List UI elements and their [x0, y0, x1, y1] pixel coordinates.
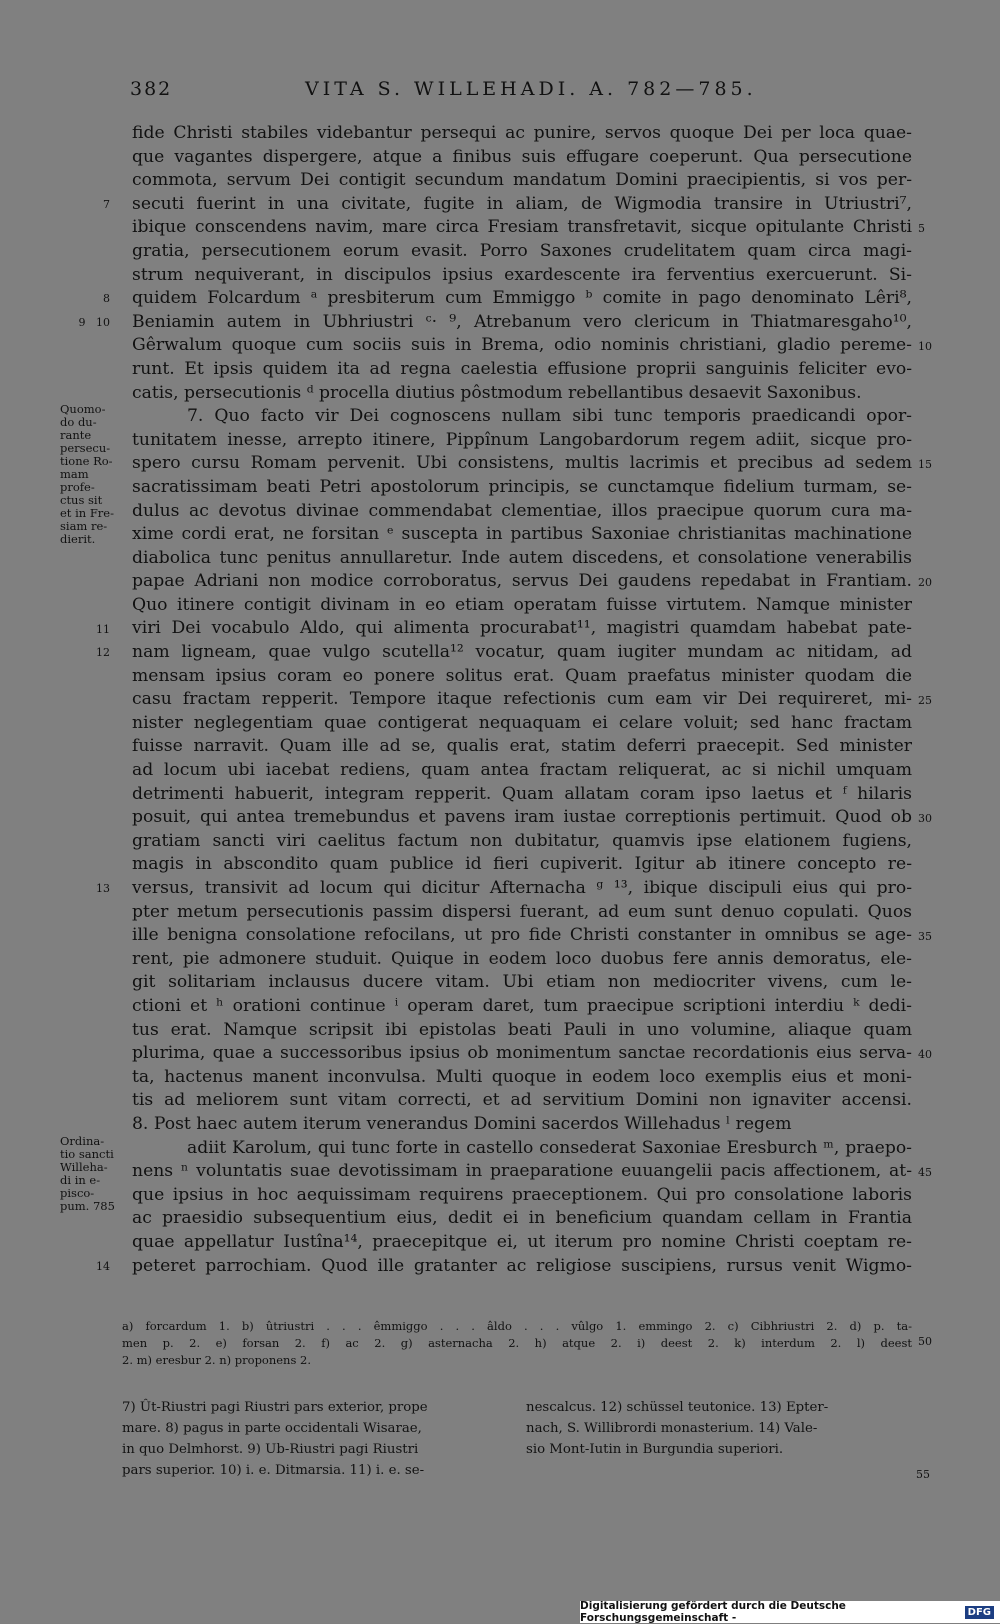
line-number: 10: [918, 340, 932, 354]
dfg-logo: DFG: [965, 1606, 994, 1619]
text-line: diabolica tunc penitus annullaretur. Inde autem discedens, et consolatione venerabilis: [132, 547, 912, 568]
text-line: Gêrwalum quoque cum sociis suis in Brema, odio nominis christiani, gladio pereme-: [132, 335, 912, 356]
text-line: quidem Folcardum ᵃ presbiterum cum Emmiggo ᵇ comite in pago denominato Lêri⁸,: [132, 288, 912, 309]
apparatus-line-number: 50: [918, 1335, 932, 1348]
text-line: secuti fuerint in una civitate, fugite in aliam, de Wigmodia transire in Utriustri⁷,: [132, 193, 912, 214]
footnote-line: nach, S. Willibrordi monasterium. 14) Vale-: [526, 1421, 818, 1436]
text-line: gratia, persecutionem eorum evasit. Porro Saxones crudelitatem quam circa magi-: [132, 240, 912, 261]
text-line: catis, persecutionis ᵈ procella diutius pôstmodum rebellantibus desaevit Saxonibus.: [132, 382, 862, 403]
main-text: [132, 122, 912, 1278]
sidenote-line: Ordina-: [60, 1133, 105, 1148]
text-line: ibique conscendens navim, mare circa Fresiam transfretavit, sicque opitulante Christi: [132, 217, 912, 238]
text-line: dulus ac devotus divinae commendabat clementiae, illos praecipue quorum cura ma-: [132, 500, 912, 521]
source-line-ref: 11: [96, 622, 110, 636]
running-title: VITA S. WILLEHADI. A. 782—785.: [305, 78, 757, 100]
sidenote-line: pum. 785: [60, 1198, 115, 1213]
text-line: pter metum persecutionis passim dispersi fuerant, ad eum sunt denuo copulati. Quos: [132, 901, 912, 922]
text-line: fide Christi stabiles videbantur persequi ac punire, servos quoque Dei per loca quae-: [132, 123, 912, 143]
text-line: Beniamin autem in Ubhriustri ᶜ· ⁹, Atrebanum vero clericum in Thiatmaresgaho¹⁰,: [132, 311, 912, 332]
text-line: Quo itinere contigit divinam in eo etiam operatam fuisse virtutem. Namque minister: [132, 594, 912, 615]
sidenote-line: Quomo-: [60, 402, 106, 417]
source-line-ref: 14: [96, 1259, 110, 1273]
text-line: que ipsius in hoc aequissimam requirens praeceptionem. Qui pro consolatione laboris: [132, 1184, 912, 1205]
apparatus-line: men p. 2. e) forsan 2. f) ac 2. g) asternacha 2. h) atque 2. i) deest 2. k) interdum 2. l) deest: [122, 1336, 912, 1350]
text-line: adiit Karolum, qui tunc forte in castello consederat Saxoniae Eresburch ᵐ, praepo-: [187, 1137, 912, 1158]
sidenote-line: mam: [60, 467, 89, 482]
sidenote-line: tione Ro-: [60, 454, 113, 469]
text-line: ta, hactenus manent inconvulsa. Multi quoque in eodem loco exemplis eius et moni-: [132, 1066, 912, 1087]
source-line-ref: 13: [96, 882, 110, 896]
sidenote-line: ctus sit: [60, 493, 103, 508]
line-number: 15: [918, 458, 932, 472]
text-line: plurima, quae a successoribus ipsius ob monimentum sanctae recordationis eius serva-: [132, 1043, 912, 1064]
footnote-line: sio Mont-Iutin in Burgundia superiori.: [526, 1442, 784, 1457]
line-number: 45: [918, 1166, 932, 1180]
text-line: detrimenti habuerit, integram repperit. Quam allatam coram ipso laetus et ᶠ hilaris: [132, 783, 912, 804]
sidenote-line: tio sancti: [60, 1146, 114, 1161]
sidenote: [60, 403, 124, 546]
line-number: 20: [918, 576, 932, 590]
text-line: quae appellatur Iustîna¹⁴, praecepitque ei, ut iterum pro nomine Christi coeptam re-: [132, 1231, 912, 1252]
text-line: tunitatem inesse, arrepto itinere, Pippînum Langobardorum regem adiit, sicque pro-: [132, 429, 912, 450]
text-line: papae Adriani non modice corroboratus, servus Dei gaudens repedabat in Frantiam.: [132, 571, 912, 592]
apparatus-line: 2. m) eresbur 2. n) proponens 2.: [122, 1353, 311, 1367]
text-line: ille benigna consolatione refocilans, ut pro fide Christi constanter in omnibus se age-: [132, 925, 912, 946]
text-line: strum nequiverant, in discipulos ipsius exardescente ira ferventius exercuerunt. Si-: [132, 264, 912, 285]
text-line: xime cordi erat, ne forsitan ᵉ suscepta in partibus Saxoniae christianitas machinatione: [132, 524, 912, 545]
text-line: ac praesidio subsequentium eius, dedit ei in beneficium quandam cellam in Frantia: [132, 1208, 912, 1229]
sidenote-line: do du-: [60, 415, 97, 430]
text-line: spero cursu Romam pervenit. Ubi consistens, multis lacrimis et precibus ad sedem: [132, 453, 912, 474]
text-line: viri Dei vocabulo Aldo, qui alimenta procurabat¹¹, magistri quamdam habebat pate-: [132, 618, 912, 639]
apparatus-line: a) forcardum 1. b) ûtriustri . . . êmmiggo . . . âldo . . . vûlgo 1. emmingo 2. c) Cibhriustri 2. d) p. ta-: [122, 1319, 912, 1333]
line-number: 5: [918, 222, 925, 236]
source-line-ref: 9 10: [78, 315, 110, 329]
text-line: que vagantes dispergere, atque a finibus suis effugare coeperunt. Qua persecutione: [132, 146, 912, 167]
line-number: 35: [918, 930, 932, 944]
sidenote-line: dierit.: [60, 532, 96, 547]
text-line: tus erat. Namque scripsit ibi epistolas beati Pauli in uno volumine, aliaque quam: [132, 1019, 912, 1040]
source-line-ref: 8: [103, 292, 110, 306]
footnote-line: 7) Ût-Riustri pagi Riustri pars exterior, prope: [122, 1400, 428, 1415]
text-line: sacratissimam beati Petri apostolorum principis, se cunctamque fidelium turmam, se-: [132, 476, 912, 497]
footnote-line: in quo Delmhorst. 9) Ub-Riustri pagi Riustri: [122, 1442, 419, 1457]
text-line: nens ⁿ voluntatis suae devotissimam in praeparatione euuangelii pacis affectionem, at-: [132, 1161, 912, 1182]
text-line: 7. Quo facto vir Dei cognoscens nullam sibi tunc temporis praedicandi opor-: [187, 406, 912, 427]
notes-line-number: 55: [916, 1468, 930, 1481]
footnote-line: mare. 8) pagus in parte occidentali Wisarae,: [122, 1421, 422, 1436]
sidenote-line: pisco-: [60, 1185, 95, 1200]
sidenote-line: di in e-: [60, 1172, 101, 1187]
sidenote-line: persecu-: [60, 441, 111, 456]
sidenote-line: Willeha-: [60, 1159, 108, 1174]
footnote-line: pars superior. 10) i. e. Ditmarsia. 11) i. e. se-: [122, 1463, 425, 1478]
line-number: 40: [918, 1048, 932, 1062]
sidenote-line: profe-: [60, 480, 95, 495]
footnotes-right-column: [526, 1397, 906, 1460]
footnote-line: nescalcus. 12) schüssel teutonice. 13) Epter-: [526, 1400, 829, 1415]
text-line: gratiam sancti viri caelitus factum non dubitatur, quamvis ipse elationem fugiens,: [132, 830, 912, 851]
footer-text: Digitalisierung gefördert durch die Deutsche Forschungsgemeinschaft -: [580, 1600, 846, 1624]
text-line: ctioni et ʰ orationi continue ⁱ operam daret, tum praecipue scriptioni interdiu ᵏ dedi-: [132, 995, 912, 1016]
text-line: nam ligneam, quae vulgo scutella¹² vocatur, quam iugiter mundam ac nitidam, ad: [132, 642, 912, 663]
text-line: commota, servum Dei contigit secundum mandatum Domini praecipientis, si vos per-: [132, 170, 912, 191]
sidenote-line: rante: [60, 428, 92, 443]
text-line: versus, transivit ad locum qui dicitur Afternacha ᵍ ¹³, ibique discipuli eius qui pro-: [132, 878, 912, 898]
text-line: nister neglegentiam quae contigerat nequaquam ei celare voluit; sed hanc fractam: [132, 712, 912, 733]
text-line: peteret parrochiam. Quod ille gratanter ac religiose suscipiens, rursus venit Wigmo-: [132, 1255, 912, 1276]
text-line: fuisse narravit. Quam ille ad se, qualis erat, statim deferri praecepit. Sed minister: [132, 736, 912, 757]
text-line: rent, pie admonere studuit. Quique in eodem loco duobus fere annis demoratus, ele-: [132, 948, 912, 969]
text-line: posuit, qui antea tremebundus et pavens iram iustae correptionis pertimuit. Quod ob: [132, 807, 912, 828]
text-line: casu fractam repperit. Tempore itaque refectionis cum eam vir Dei requireret, mi-: [132, 689, 912, 710]
sidenote-line: et in Fre-: [60, 506, 114, 521]
sidenote-line: siam re-: [60, 519, 108, 534]
text-line: git solitariam inclausus ducere vitam. Ubi etiam non mediocriter vivens, cum le-: [132, 972, 912, 993]
source-line-ref: 12: [96, 646, 110, 660]
line-number: 25: [918, 694, 932, 708]
footnotes-left-column: [122, 1397, 502, 1481]
sidenote: [60, 1135, 124, 1213]
line-number: 30: [918, 812, 932, 826]
text-line: magis in abscondito quam publice id fieri cupiverit. Igitur ab itinere concepto re-: [132, 854, 912, 875]
text-line: mensam ipsius coram eo ponere solitus erat. Quam praefatus minister quodam die: [132, 665, 912, 686]
text-line: 8. Post haec autem iterum venerandus Domini sacerdos Willehadus ˡ regem: [132, 1113, 792, 1134]
source-line-ref: 7: [103, 197, 110, 211]
text-line: tis ad meliorem sunt vitam correcti, et ad servitium Domini non ignaviter accensi.: [132, 1090, 912, 1111]
critical-apparatus: [122, 1318, 912, 1369]
page-number: 382: [130, 78, 173, 100]
digitization-footer: [580, 1601, 1000, 1623]
text-line: ad locum ubi iacebat rediens, quam antea fractam reliquerat, ac si nichil umquam: [132, 760, 912, 781]
text-line: runt. Et ipsis quidem ita ad regna caelestia effusione proprii sanguinis feliciter evo-: [132, 358, 912, 379]
